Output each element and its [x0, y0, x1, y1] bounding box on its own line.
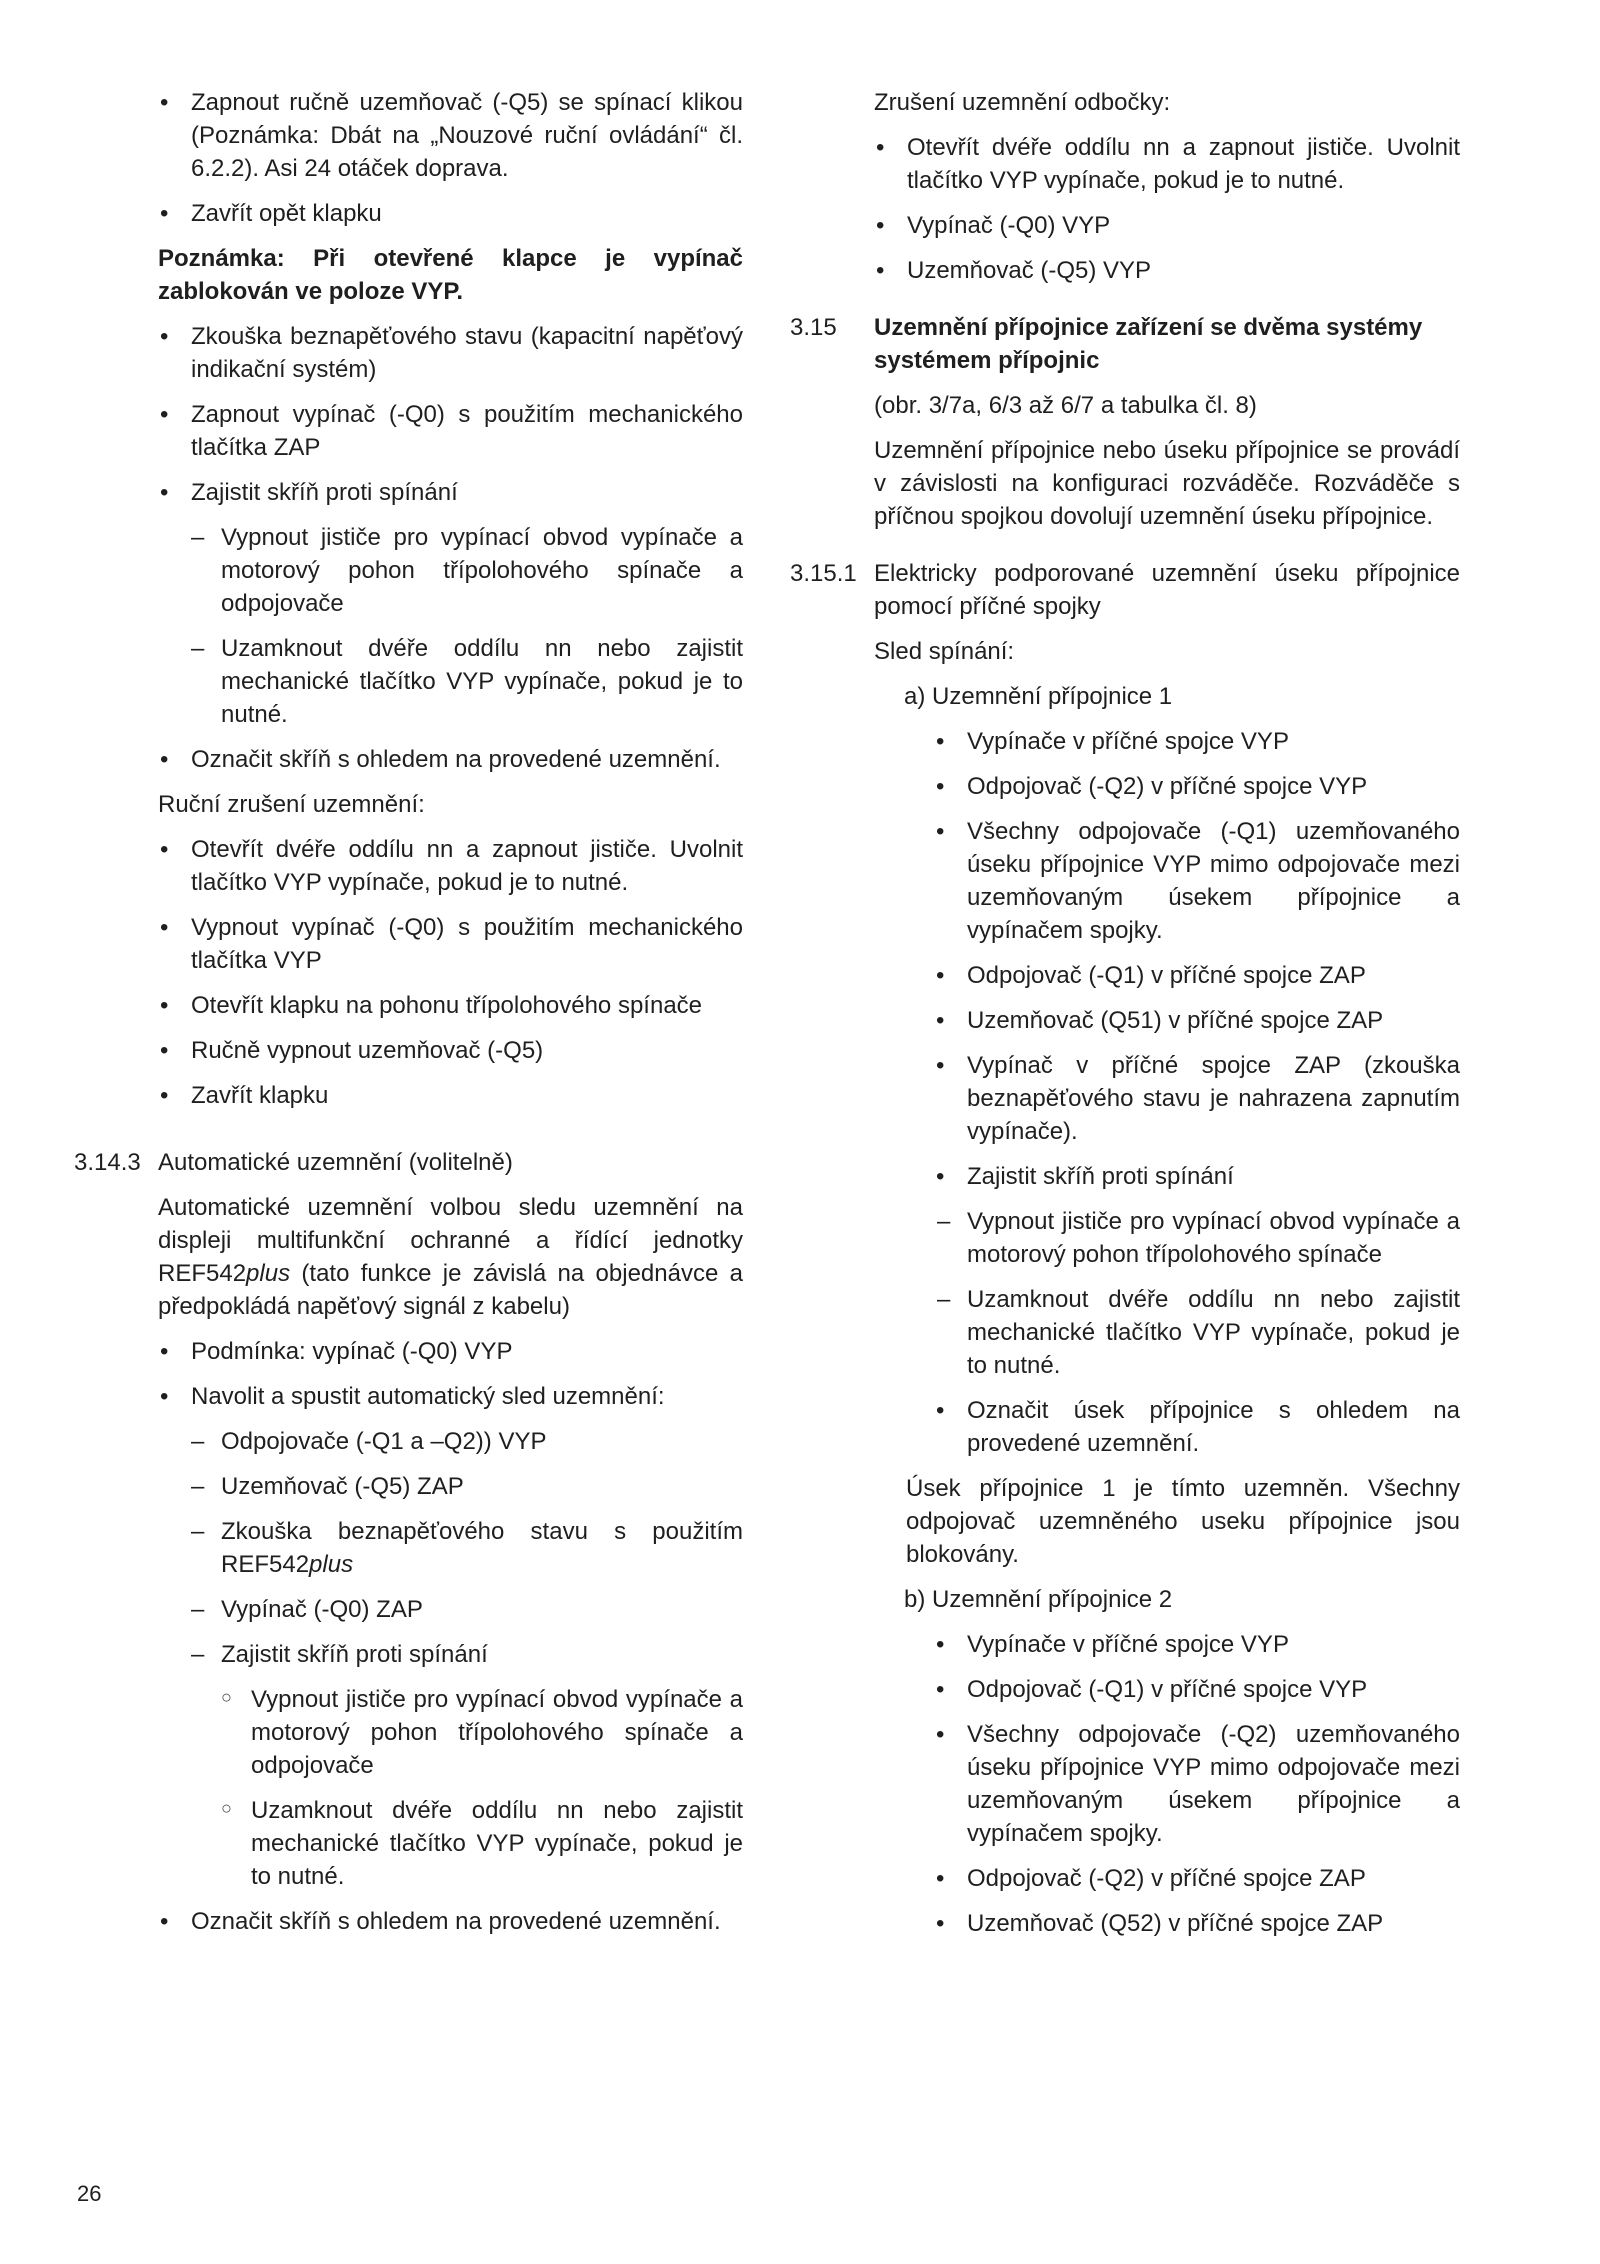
list-item: – Uzamknout dvéře oddílu nn nebo zajistit mechanické tlačítko VYP vypínače, pokud je to nutné.: [937, 1283, 1460, 1382]
list-item: • Zapnout ručně uzemňovač (-Q5) se spínací klikou (Poznámka: Dbát na „Nouzové ruční ovládání“ čl. 6.2.2). Asi 24 otáček doprava.: [158, 86, 743, 185]
subsection-a: [904, 680, 1460, 1571]
cancel-branch-heading: Zrušení uzemnění odbočky:: [874, 89, 1171, 116]
manual-cancel-list: [158, 833, 743, 1112]
list-item: – Vypínač (-Q0) ZAP: [191, 1593, 743, 1626]
left-column: [74, 86, 743, 1950]
list-item: – Vypnout jističe pro vypínací obvod vypínače a motorový pohon třípolohového spínače a odpojovače: [191, 521, 743, 620]
section-title: Uzemnění přípojnice zařízení se dvěma systémy systémem přípojnic: [874, 314, 1423, 374]
subsection-a-mark: [934, 1394, 1460, 1460]
list-item: • Označit skříň s ohledem na provedené uzemnění.: [158, 743, 743, 776]
list-item: • Ručně vypnout uzemňovač (-Q5): [158, 1034, 743, 1067]
list-item: • Uzemňovač (Q51) v příčné spojce ZAP: [934, 1004, 1460, 1037]
list-item: – Odpojovače (-Q1 a –Q2)) VYP: [191, 1425, 743, 1458]
list-item: – Uzamknout dvéře oddílu nn nebo zajistit mechanické tlačítko VYP vypínače, pokud je to nutné.: [191, 632, 743, 731]
section-number: 3.14.3: [74, 1149, 141, 1176]
note-text: Poznámka: Při otevřené klapce je vypínač zablokován ve poloze VYP.: [158, 245, 743, 305]
section-reference: (obr. 3/7a, 6/3 až 6/7 a tabulka čl. 8): [874, 392, 1257, 419]
list-item: • Označit úsek přípojnice s ohledem na provedené uzemnění.: [934, 1394, 1460, 1460]
list-item: • Uzemňovač (-Q5) VYP: [874, 254, 1460, 287]
list-item: ○ Uzamknout dvéře oddílu nn nebo zajistit mechanické tlačítko VYP vypínače, pokud je to nutné.: [221, 1794, 743, 1893]
list-item: • Všechny odpojovače (-Q2) uzemňovaného úseku přípojnice VYP mimo odpojovače mezi uzemňovaným úsekem přípojnice a vypínačem spojky.: [934, 1718, 1460, 1850]
list-item: • Vypnout vypínač (-Q0) s použitím mechanického tlačítka VYP: [158, 911, 743, 977]
list-item: • Označit skříň s ohledem na provedené uzemnění.: [158, 1905, 743, 1938]
busbar-paragraph: Uzemnění přípojnice nebo úseku přípojnice se provádí v závislosti na konfiguraci rozváděče. Rozváděče s příčnou spojkou dovolují uzemnění úseku přípojnice.: [874, 437, 1460, 530]
auto-mark-list: [158, 1905, 743, 1938]
list-item: • Všechny odpojovače (-Q1) uzemňovaného úseku přípojnice VYP mimo odpojovače mezi uzemňovaným úsekem přípojnice a vypínačem spojky.: [934, 815, 1460, 947]
intro-bullet-list: [158, 86, 743, 230]
list-item: • Odpojovač (-Q2) v příčné spojce VYP: [934, 770, 1460, 803]
right-column: [790, 86, 1460, 1952]
list-item: – Zajistit skříň proti spínání: [191, 1638, 743, 1671]
list-item: • Odpojovač (-Q2) v příčné spojce ZAP: [934, 1862, 1460, 1895]
list-item: • Zajistit skříň proti spínání: [158, 476, 743, 509]
section-3-15: [790, 311, 1460, 377]
section-3-15-1: [790, 557, 1460, 623]
manual-cancel-heading: Ruční zrušení uzemnění:: [158, 791, 425, 818]
list-item: • Otevřít dvéře oddílu nn a zapnout jističe. Uvolnit tlačítko VYP vypínače, pokud je to nutné.: [874, 131, 1460, 197]
auto-bullet-list: [158, 1335, 743, 1413]
list-item: • Zkouška beznapěťového stavu (kapacitní napěťový indikační systém): [158, 320, 743, 386]
list-item: • Vypínač (-Q0) VYP: [874, 209, 1460, 242]
list-item: • Odpojovač (-Q1) v příčné spojce ZAP: [934, 959, 1460, 992]
list-item: ○ Vypnout jističe pro vypínací obvod vypínače a motorový pohon třípolohového spínače a odpojovače: [221, 1683, 743, 1782]
list-item: – Vypnout jističe pro vypínací obvod vypínače a motorový pohon třípolohového spínače: [937, 1205, 1460, 1271]
subsection-b: [904, 1583, 1460, 1940]
list-item: • Zavřít klapku: [158, 1079, 743, 1112]
section-3-14-3: [74, 1146, 743, 1179]
auto-circle-list: [221, 1683, 743, 1893]
auto-earthing-paragraph: Automatické uzemnění volbou sledu uzemnění na displeji multifunkční ochranné a řídící jednotky REF542plus (tato funkce je závislá na objednávce a předpokládá napěťový signál z kabelu): [158, 1194, 743, 1320]
subsection-label: a) Uzemnění přípojnice 1: [904, 683, 1173, 710]
secure-dash-list: [191, 521, 743, 731]
section-title: Automatické uzemnění (volitelně): [158, 1149, 513, 1176]
sequence-label: Sled spínání:: [874, 638, 1015, 665]
section-number: 3.15: [790, 314, 837, 341]
list-item: • Podmínka: vypínač (-Q0) VYP: [158, 1335, 743, 1368]
list-item: • Odpojovač (-Q1) v příčné spojce VYP: [934, 1673, 1460, 1706]
subsection-a-dashes: [937, 1205, 1460, 1382]
mark-bullet-list: [158, 743, 743, 776]
section-title: Elektricky podporované uzemnění úseku přípojnice pomocí příčné spojky: [874, 560, 1460, 620]
subsection-label: b) Uzemnění přípojnice 2: [904, 1586, 1173, 1613]
list-item: • Navolit a spustit automatický sled uzemnění:: [158, 1380, 743, 1413]
list-item: • Vypínače v příčné spojce VYP: [934, 1628, 1460, 1661]
subsection-b-bullets: [934, 1628, 1460, 1940]
list-item: • Otevřít dvéře oddílu nn a zapnout jističe. Uvolnit tlačítko VYP vypínače, pokud je to nutné.: [158, 833, 743, 899]
list-item: • Otevřít klapku na pohonu třípolohového spínače: [158, 989, 743, 1022]
section-number: 3.15.1: [790, 560, 857, 587]
list-item: • Vypínač v příčné spojce ZAP (zkouška beznapěťového stavu je nahrazena zapnutím vypínače).: [934, 1049, 1460, 1148]
list-item: • Zavřít opět klapku: [158, 197, 743, 230]
cancel-branch-list: [874, 131, 1460, 287]
list-item: • Vypínače v příčné spojce VYP: [934, 725, 1460, 758]
page-number: 26: [77, 2181, 102, 2206]
list-item: – Zkouška beznapěťového stavu s použitím REF542plus: [191, 1515, 743, 1581]
list-item: – Uzemňovač (-Q5) ZAP: [191, 1470, 743, 1503]
list-item: • Zapnout vypínač (-Q0) s použitím mechanického tlačítka ZAP: [158, 398, 743, 464]
check-bullet-list: [158, 320, 743, 509]
subsection-a-bullets: [934, 725, 1460, 1193]
subsection-a-result: Úsek přípojnice 1 je tímto uzemněn. Všechny odpojovač uzemněného useku přípojnice jsou blokovány.: [906, 1475, 1460, 1568]
list-item: • Uzemňovač (Q52) v příčné spojce ZAP: [934, 1907, 1460, 1940]
auto-dash-list: [191, 1425, 743, 1671]
list-item: • Zajistit skříň proti spínání: [934, 1160, 1460, 1193]
